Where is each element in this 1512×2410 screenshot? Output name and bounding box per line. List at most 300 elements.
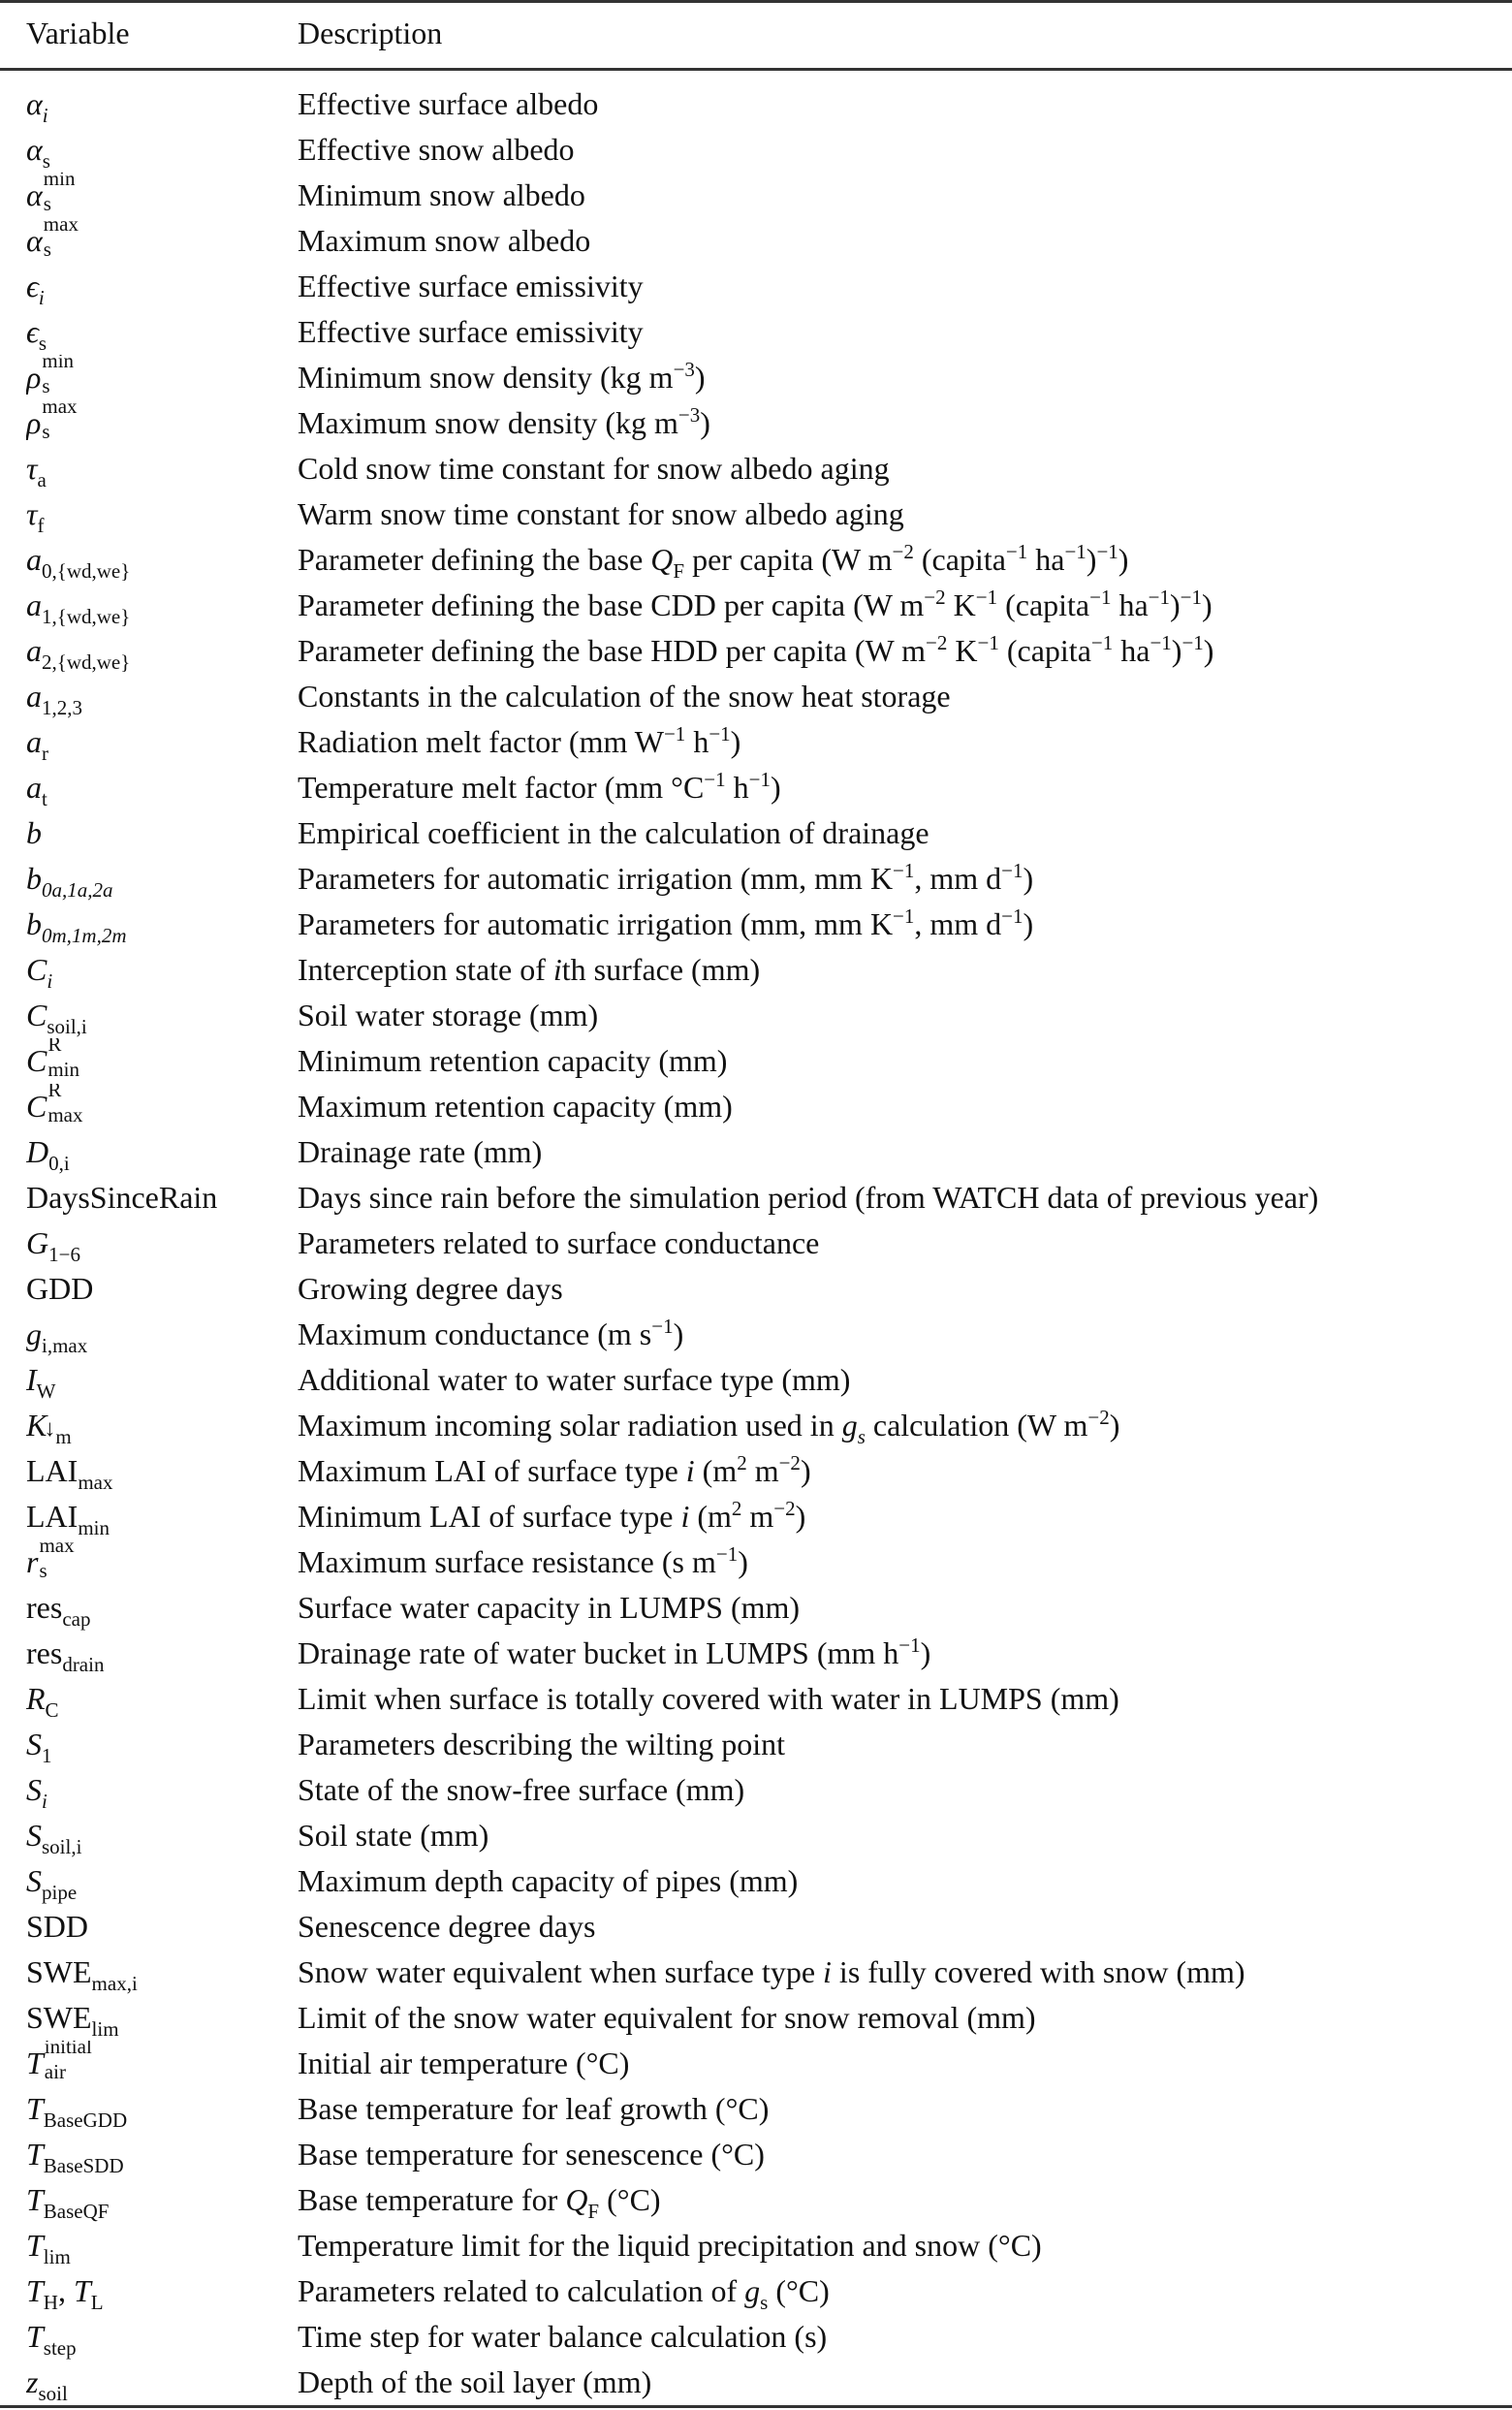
- subscript: s: [42, 149, 50, 173]
- text-run: h: [725, 770, 749, 805]
- variable-description: [298, 492, 1512, 537]
- text-run: Empirical coefficient in the calculation of drainage: [298, 815, 929, 850]
- variable-symbol: [26, 1904, 290, 1950]
- text-run: i: [680, 1499, 690, 1534]
- text-run: i: [552, 952, 562, 987]
- table-body: [0, 81, 1512, 2405]
- text-run: τ: [26, 496, 38, 531]
- text-run: ): [700, 405, 710, 440]
- subscript: s: [760, 2291, 769, 2314]
- subscript: F: [673, 559, 685, 583]
- table-row: [0, 1585, 1512, 1631]
- variable-description: [298, 1038, 1512, 1084]
- text-run: α: [26, 132, 43, 167]
- subscript: L: [90, 2291, 104, 2314]
- text-run: Constants in the calculation of the snow heat storage: [298, 679, 951, 713]
- subscript: s: [38, 332, 47, 355]
- text-run: T: [26, 2091, 44, 2126]
- text-run: T: [26, 2228, 44, 2263]
- text-run: Maximum incoming solar radiation used in: [298, 1408, 842, 1443]
- variable-description: [298, 2268, 1512, 2314]
- subscript: f: [37, 514, 45, 537]
- text-run: h: [685, 724, 709, 759]
- superscript: −1: [977, 631, 999, 654]
- table-row: [0, 810, 1512, 856]
- table-row: [0, 309, 1512, 355]
- table-row: [0, 1129, 1512, 1175]
- text-run: ): [800, 1453, 811, 1488]
- subscript: r: [42, 742, 48, 765]
- variable-description: [298, 2041, 1512, 2086]
- text-run: res: [26, 1635, 63, 1670]
- variable-description: [298, 1357, 1512, 1403]
- superscript: −2: [1087, 1406, 1110, 1429]
- text-run: Temperature melt factor (mm °C: [298, 770, 705, 805]
- column-header-description: Description: [298, 16, 443, 50]
- text-run: SWE: [26, 2000, 92, 2035]
- text-run: Cold snow time constant for snow albedo aging: [298, 451, 890, 486]
- variable-symbol: [26, 1175, 290, 1221]
- table-row: [0, 1312, 1512, 1357]
- superscript: −1: [1096, 540, 1118, 563]
- text-run: a: [26, 679, 42, 713]
- table-row: [0, 1995, 1512, 2041]
- variable-symbol: [26, 2132, 290, 2177]
- variable-symbol: [26, 1813, 290, 1858]
- table-row: [0, 1631, 1512, 1676]
- variable-symbol: [26, 1676, 290, 1722]
- superscript: max: [43, 218, 79, 236]
- text-run: α: [26, 86, 43, 121]
- text-run: Parameter defining the base HDD per capita (W m: [298, 633, 927, 668]
- text-run: is fully covered with snow (mm): [831, 1954, 1245, 1989]
- variable-symbol: [26, 628, 290, 674]
- text-run: Maximum snow density (kg m: [298, 405, 678, 440]
- sub-sup-stack: [44, 218, 81, 264]
- text-run: G: [26, 1225, 49, 1260]
- variable-symbol: [26, 1494, 290, 1539]
- text-run: K: [26, 1408, 47, 1443]
- text-run: Effective surface albedo: [298, 86, 599, 121]
- superscript: −1: [1001, 859, 1024, 882]
- variable-description: [298, 719, 1512, 765]
- superscript: −1: [663, 722, 686, 745]
- text-run: ρ: [26, 405, 42, 440]
- text-run: Soil state (mm): [298, 1818, 489, 1853]
- subscript: drain: [62, 1653, 105, 1676]
- text-run: ): [730, 724, 741, 759]
- text-run: b: [26, 861, 42, 896]
- variable-symbol: [26, 1221, 290, 1266]
- column-header-variable: Variable: [26, 16, 130, 50]
- text-run: Drainage rate of water bucket in LUMPS (mm h: [298, 1635, 899, 1670]
- text-run: ): [1118, 542, 1129, 577]
- text-run: (capita: [998, 633, 1091, 668]
- table-row: [0, 1539, 1512, 1585]
- subscript: 2,{wd,we}: [42, 650, 131, 674]
- text-run: (°C): [599, 2182, 661, 2217]
- text-run: g: [744, 2273, 761, 2308]
- text-run: ϵ: [26, 269, 39, 303]
- text-run: Base temperature for: [298, 2182, 566, 2217]
- subscript: BaseGDD: [43, 2109, 128, 2132]
- text-run: th surface (mm): [561, 952, 761, 987]
- text-run: Effective snow albedo: [298, 132, 575, 167]
- variable-description: [298, 2132, 1512, 2177]
- text-run: T: [26, 2319, 44, 2354]
- text-run: S: [26, 1818, 42, 1853]
- subscript: s: [43, 238, 51, 261]
- text-run: Parameters describing the wilting point: [298, 1727, 785, 1761]
- variable-description: [298, 810, 1512, 856]
- variable-description: [298, 856, 1512, 902]
- text-run: i: [685, 1453, 695, 1488]
- down-arrow-icon: ↓: [44, 1416, 56, 1442]
- superscript: −1: [1064, 540, 1087, 563]
- table-row: [0, 537, 1512, 583]
- variable-description: [298, 1767, 1512, 1813]
- text-run: ): [673, 1316, 684, 1351]
- variable-symbol: [26, 355, 290, 400]
- variable-description: [298, 2223, 1512, 2268]
- variable-description: [298, 218, 1512, 264]
- text-run: Warm snow time constant for snow albedo aging: [298, 496, 904, 531]
- text-run: ): [1109, 1408, 1120, 1443]
- variable-symbol: [26, 218, 290, 264]
- variable-description: [298, 2177, 1512, 2223]
- variable-description: [298, 1858, 1512, 1904]
- variable-description: [298, 583, 1512, 628]
- table-row: [0, 492, 1512, 537]
- variable-description: [298, 902, 1512, 947]
- text-run: g: [841, 1408, 858, 1443]
- subscript: BaseSDD: [43, 2154, 124, 2177]
- variable-symbol: [26, 1312, 290, 1357]
- superscript: max: [42, 400, 78, 418]
- subscript: s: [43, 192, 51, 215]
- subscript: 1,{wd,we}: [42, 605, 131, 628]
- text-run: , mm d: [914, 906, 1002, 941]
- text-run: ha: [1027, 542, 1065, 577]
- variable-symbol: [26, 2177, 290, 2223]
- variable-description: [298, 1403, 1512, 1448]
- table-row: [0, 2132, 1512, 2177]
- superscript: −1: [651, 1315, 674, 1338]
- text-run: Temperature limit for the liquid precipitation and snow (°C): [298, 2228, 1042, 2263]
- variable-symbol: [26, 492, 290, 537]
- variable-symbol: [26, 1950, 290, 1995]
- subscript: a: [37, 468, 47, 492]
- table-row: [0, 947, 1512, 993]
- text-run: C: [26, 952, 47, 987]
- text-run: C: [26, 998, 47, 1032]
- text-run: r: [26, 1544, 39, 1579]
- text-run: Additional water to water surface type (mm): [298, 1362, 851, 1397]
- subscript: 1−6: [48, 1243, 80, 1266]
- variable-symbol: [26, 1539, 290, 1585]
- variable-description: [298, 628, 1512, 674]
- variable-symbol: [26, 1084, 290, 1129]
- subscript: s: [42, 420, 50, 443]
- subscript: 0a,1a,2a: [42, 878, 113, 902]
- subscript: soil,i: [42, 1835, 82, 1858]
- text-run: ): [795, 1499, 806, 1534]
- variable-description: [298, 993, 1512, 1038]
- subscript: cap: [62, 1607, 91, 1631]
- superscript: −2: [778, 1451, 801, 1475]
- text-run: R: [26, 1681, 46, 1716]
- variable-description: [298, 173, 1512, 218]
- text-run: Parameter defining the base CDD per capita (W m: [298, 587, 925, 622]
- text-run: S: [26, 1772, 42, 1807]
- variable-description: [298, 674, 1512, 719]
- subscript: step: [43, 2336, 77, 2360]
- superscript: min: [43, 173, 76, 190]
- table-row: [0, 2086, 1512, 2132]
- variable-description: [298, 1539, 1512, 1585]
- variable-description: [298, 1494, 1512, 1539]
- subscript: i,max: [42, 1334, 88, 1357]
- variable-symbol: [26, 264, 290, 309]
- variable-symbol: [26, 2041, 290, 2086]
- superscript: −2: [773, 1497, 796, 1520]
- table-row: [0, 1767, 1512, 1813]
- text-run: i: [823, 1954, 832, 1989]
- superscript: −3: [673, 358, 695, 381]
- table-top-rule: [0, 0, 1512, 3]
- variable-symbol: [26, 1995, 290, 2041]
- table-row: [0, 264, 1512, 309]
- table-row: [0, 218, 1512, 264]
- variable-description: [298, 1813, 1512, 1858]
- variable-description: [298, 1722, 1512, 1767]
- table-row: [0, 173, 1512, 218]
- superscript: −1: [893, 904, 915, 928]
- variable-symbol: [26, 1448, 290, 1494]
- superscript: min: [42, 355, 75, 372]
- subscript: t: [42, 787, 47, 810]
- table-row: [0, 1722, 1512, 1767]
- variable-symbol: [26, 1129, 290, 1175]
- table-row: [0, 902, 1512, 947]
- table-row: [0, 2177, 1512, 2223]
- text-run: Interception state of: [298, 952, 553, 987]
- subscript: 0,i: [48, 1152, 70, 1175]
- text-run: (m: [694, 1453, 738, 1488]
- superscript: −1: [975, 586, 998, 609]
- variable-description: [298, 1312, 1512, 1357]
- variable-description: [298, 765, 1512, 810]
- text-run: calculation (W m: [865, 1408, 1088, 1443]
- variable-description: [298, 537, 1512, 583]
- text-run: T: [26, 2045, 44, 2080]
- variable-symbol: [26, 446, 290, 492]
- text-run: Senescence degree days: [298, 1909, 596, 1944]
- subscript: max: [78, 1471, 113, 1494]
- text-run: a: [26, 633, 42, 668]
- superscript: 2: [737, 1451, 747, 1475]
- variable-description: [298, 400, 1512, 446]
- subscript: i: [42, 1790, 47, 1813]
- text-run: Soil water storage (mm): [298, 998, 599, 1032]
- text-run: α: [26, 223, 43, 258]
- variable-description: [298, 309, 1512, 355]
- subscript: i: [47, 969, 53, 993]
- sub-sup-stack: [44, 173, 78, 218]
- variable-symbol: [26, 2314, 290, 2360]
- text-run: ): [1170, 587, 1181, 622]
- text-run: (°C): [768, 2273, 830, 2308]
- variable-description: [298, 1585, 1512, 1631]
- variable-description: [298, 2314, 1512, 2360]
- text-run: I: [26, 1362, 37, 1397]
- text-run: Parameters related to surface conductance: [298, 1225, 820, 1260]
- variable-symbol: [26, 674, 290, 719]
- variable-description: [298, 81, 1512, 127]
- variable-description: [298, 1221, 1512, 1266]
- table-row: [0, 628, 1512, 674]
- table-row: [0, 1175, 1512, 1221]
- variable-description: [298, 1950, 1512, 1995]
- text-run: Days since rain before the simulation period (from WATCH data of previous year): [298, 1180, 1319, 1215]
- table-bottom-rule: [0, 2405, 1512, 2408]
- table-row: [0, 1448, 1512, 1494]
- table-row: [0, 2041, 1512, 2086]
- subscript: s: [42, 374, 50, 397]
- text-run: τ: [26, 451, 38, 486]
- text-run: Depth of the soil layer (mm): [298, 2364, 652, 2399]
- text-run: ha: [1113, 633, 1150, 668]
- subscript: min: [78, 1516, 110, 1539]
- text-run: T: [26, 2137, 44, 2172]
- superscript: −1: [1001, 904, 1024, 928]
- variable-symbol: [26, 2223, 290, 2268]
- subscript: pipe: [42, 1881, 78, 1904]
- text-run: Parameters for automatic irrigation (mm, mm K: [298, 906, 894, 941]
- superscript: R: [47, 1084, 62, 1101]
- text-run: (m: [689, 1499, 732, 1534]
- superscript: −1: [709, 722, 731, 745]
- text-run: ,: [57, 2273, 74, 2308]
- subscript: s: [857, 1425, 866, 1448]
- text-run: Q: [565, 2182, 588, 2217]
- variable-symbol: [26, 2086, 290, 2132]
- sub-sup-stack: [47, 1038, 81, 1084]
- text-run: m: [741, 1499, 774, 1534]
- text-run: ): [770, 770, 781, 805]
- text-run: a: [26, 542, 42, 577]
- table-row: [0, 1357, 1512, 1403]
- variable-symbol: [26, 173, 290, 218]
- variable-symbol: [26, 309, 290, 355]
- table-row: [0, 1950, 1512, 1995]
- text-run: SWE: [26, 1954, 92, 1989]
- text-run: ): [738, 1544, 748, 1579]
- sub-sup-stack: [42, 400, 79, 446]
- subscript: H: [43, 2291, 58, 2314]
- variable-symbol: [26, 2360, 290, 2405]
- variable-symbol: [26, 1038, 290, 1084]
- table-row: [0, 1813, 1512, 1858]
- table-row: [0, 1858, 1512, 1904]
- variable-symbol: [26, 1722, 290, 1767]
- table-row: [0, 993, 1512, 1038]
- text-run: D: [26, 1134, 49, 1169]
- text-run: ϵ: [26, 314, 39, 349]
- sub-sup-stack: [39, 1539, 77, 1585]
- text-run: b: [26, 815, 42, 850]
- variable-symbol: [26, 400, 290, 446]
- variable-description: [298, 446, 1512, 492]
- variable-description: [298, 1676, 1512, 1722]
- subscript: lim: [43, 2245, 71, 2268]
- text-run: T: [73, 2273, 91, 2308]
- text-run: a: [26, 770, 42, 805]
- subscript: i: [42, 104, 48, 127]
- variable-symbol: [26, 902, 290, 947]
- variable-symbol: [26, 1858, 290, 1904]
- subscript: 0,{wd,we}: [42, 559, 131, 583]
- table-row: [0, 81, 1512, 127]
- subscript: F: [587, 2200, 600, 2223]
- text-run: g: [26, 1316, 42, 1351]
- table-row: [0, 400, 1512, 446]
- superscript: −1: [704, 768, 726, 791]
- text-run: Parameters for automatic irrigation (mm, mm K: [298, 861, 894, 896]
- superscript: initial: [44, 2041, 92, 2058]
- text-run: Maximum LAI of surface type: [298, 1453, 686, 1488]
- variable-symbol: [26, 1266, 290, 1312]
- text-run: Limit of the snow water equivalent for snow removal (mm): [298, 2000, 1036, 2035]
- variable-symbol: [26, 810, 290, 856]
- variable-symbol: [26, 2268, 290, 2314]
- text-run: Effective surface emissivity: [298, 269, 644, 303]
- superscript: −1: [748, 768, 771, 791]
- text-run: ha: [1111, 587, 1149, 622]
- subscript: max,i: [91, 1972, 138, 1995]
- text-run: per capita (W m: [684, 542, 893, 577]
- variable-description: [298, 1266, 1512, 1312]
- superscript: −1: [1089, 586, 1112, 609]
- text-run: Maximum retention capacity (mm): [298, 1089, 733, 1124]
- subscript: lim: [91, 2017, 119, 2041]
- text-run: Minimum snow albedo: [298, 177, 585, 212]
- subscript: C: [45, 1698, 59, 1722]
- text-run: (capita: [997, 587, 1090, 622]
- text-run: K: [945, 587, 976, 622]
- text-run: T: [26, 2182, 44, 2217]
- table-row: [0, 1403, 1512, 1448]
- variable-description: [298, 1631, 1512, 1676]
- table-row: [0, 127, 1512, 173]
- text-run: Snow water equivalent when surface type: [298, 1954, 824, 1989]
- text-run: Parameter defining the base: [298, 542, 651, 577]
- text-run: GDD: [26, 1271, 94, 1306]
- text-run: Q: [650, 542, 674, 577]
- text-run: Maximum snow albedo: [298, 223, 591, 258]
- text-run: Minimum snow density (kg m: [298, 360, 674, 395]
- text-run: S: [26, 1863, 42, 1898]
- variable-symbol: [26, 127, 290, 173]
- text-run: ): [1023, 906, 1034, 941]
- table-row: [0, 355, 1512, 400]
- text-run: ): [1203, 633, 1214, 668]
- text-run: C: [26, 1043, 47, 1078]
- superscript: −1: [1150, 631, 1172, 654]
- variable-symbol: [26, 583, 290, 628]
- subscript: soil: [38, 2382, 68, 2405]
- text-run: DaysSinceRain: [26, 1180, 218, 1215]
